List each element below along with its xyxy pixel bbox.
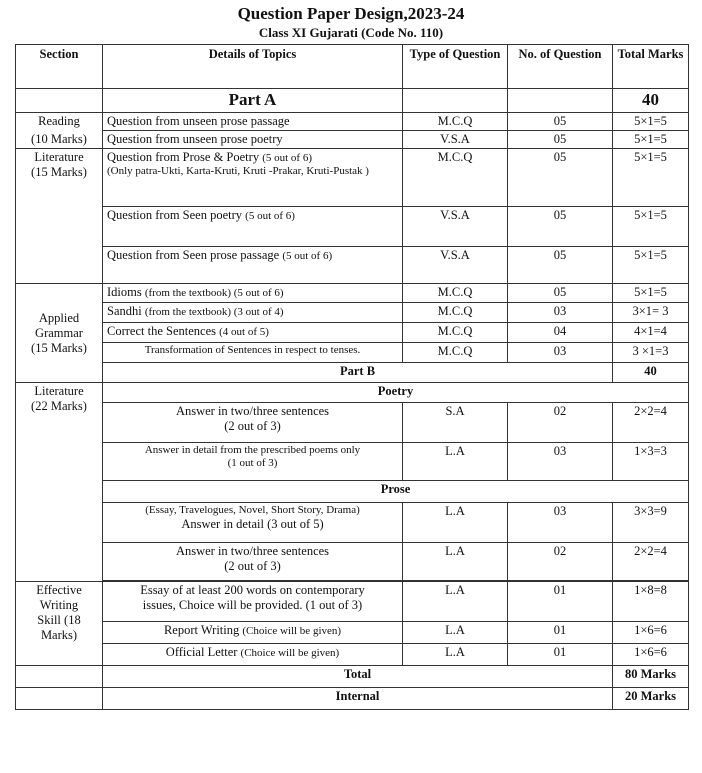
topic-cell: Answer in two/three sentences (2 out of 3) <box>103 543 403 581</box>
table-row <box>16 113 689 131</box>
no-cell: 05 <box>508 207 613 247</box>
topic-cell: Question from unseen prose poetry <box>103 131 403 149</box>
marks-cell: 1×6=6 <box>613 622 689 644</box>
topic-cell: Question from Prose & Poetry (5 out of 6) (Only patra-Ukti, Karta-Kruti, Kruti -Prakar, Kruti-Pustak ) <box>103 149 403 207</box>
marks-cell: 2×2=4 <box>613 543 689 581</box>
marks-cell: 1×3=3 <box>613 443 689 481</box>
table-row <box>16 503 689 543</box>
no-cell: 03 <box>508 443 613 481</box>
topic-cell: Question from Seen prose passage (5 out of 6) <box>103 247 403 284</box>
internal-row <box>16 688 689 710</box>
marks-cell: 3 ×1=3 <box>613 343 689 363</box>
header-details: Details of Topics <box>103 45 403 89</box>
type-cell: L.A <box>403 622 508 644</box>
part-b-row <box>16 363 689 383</box>
topic-cell: (Essay, Travelogues, Novel, Short Story, Drama) Answer in detail (3 out of 5) <box>103 503 403 543</box>
part-b-marks: 40 <box>613 363 689 383</box>
no-cell: 02 <box>508 543 613 581</box>
marks-cell: 5×1=5 <box>613 149 689 207</box>
part-b-label: Part B <box>103 363 613 383</box>
table-row <box>16 543 689 581</box>
poetry-header-row <box>16 383 689 403</box>
type-cell: M.C.Q <box>403 149 508 207</box>
part-a-row <box>16 89 689 113</box>
section-reading: Reading <box>16 113 103 131</box>
type-cell: L.A <box>403 543 508 581</box>
marks-cell: 4×1=4 <box>613 323 689 343</box>
table-row <box>16 131 689 149</box>
type-cell: M.C.Q <box>403 323 508 343</box>
no-cell: 05 <box>508 149 613 207</box>
internal-marks: 20 Marks <box>613 688 689 710</box>
marks-cell: 5×1=5 <box>613 113 689 131</box>
no-cell: 01 <box>508 644 613 666</box>
type-cell: M.C.Q <box>403 343 508 363</box>
prose-label: Prose <box>103 481 689 503</box>
marks-cell: 5×1=5 <box>613 284 689 303</box>
header-row <box>16 45 689 89</box>
prose-header-row <box>16 481 689 503</box>
marks-cell: 2×2=4 <box>613 403 689 443</box>
no-cell: 01 <box>508 622 613 644</box>
table-row <box>16 247 689 284</box>
total-row <box>16 666 689 688</box>
topic-cell: Question from unseen prose passage <box>103 113 403 131</box>
type-cell: V.S.A <box>403 207 508 247</box>
no-cell: 05 <box>508 113 613 131</box>
marks-cell: 5×1=5 <box>613 207 689 247</box>
type-cell: L.A <box>403 644 508 666</box>
no-cell: 02 <box>508 403 613 443</box>
type-cell: L.A <box>403 503 508 543</box>
topic-cell: Official Letter (Choice will be given) <box>103 644 403 666</box>
no-cell: 05 <box>508 284 613 303</box>
table-row <box>16 207 689 247</box>
part-a-label: Part A <box>103 89 403 113</box>
table-row <box>16 644 689 666</box>
type-cell: M.C.Q <box>403 284 508 303</box>
topic-cell: Correct the Sentences (4 out of 5) <box>103 323 403 343</box>
header-no: No. of Question <box>508 45 613 89</box>
section-grammar: Applied Grammar (15 Marks) <box>16 284 103 383</box>
type-cell: L.A <box>403 582 508 622</box>
page-title: Question Paper Design,2023-24 <box>237 4 465 23</box>
marks-cell: 5×1=5 <box>613 247 689 284</box>
page-subtitle: Class XI Gujarati (Code No. 110) <box>258 25 444 40</box>
table-row <box>16 443 689 481</box>
internal-label: Internal <box>103 688 613 710</box>
no-cell: 04 <box>508 323 613 343</box>
type-cell: L.A <box>403 443 508 481</box>
type-cell: M.C.Q <box>403 303 508 323</box>
no-cell: 05 <box>508 131 613 149</box>
type-cell: V.S.A <box>403 131 508 149</box>
marks-cell: 3×1= 3 <box>613 303 689 323</box>
table-row <box>16 403 689 443</box>
type-cell: V.S.A <box>403 247 508 284</box>
total-marks: 80 Marks <box>613 666 689 688</box>
no-cell: 03 <box>508 503 613 543</box>
total-label: Total <box>103 666 613 688</box>
topic-cell: Answer in two/three sentences (2 out of 3) <box>103 403 403 443</box>
type-cell: S.A <box>403 403 508 443</box>
header-section: Section <box>16 45 103 89</box>
poetry-label: Poetry <box>103 383 689 403</box>
no-cell: 01 <box>508 582 613 622</box>
header-total: Total Marks <box>613 45 689 89</box>
section-literature-a: Literature (15 Marks) <box>16 149 103 284</box>
table-row <box>16 303 689 323</box>
marks-cell: 3×3=9 <box>613 503 689 543</box>
topic-cell: Question from Seen poetry (5 out of 6) <box>103 207 403 247</box>
section-literature-b: Literature (22 Marks) <box>16 383 103 582</box>
table-row <box>16 622 689 644</box>
marks-cell: 1×8=8 <box>613 582 689 622</box>
section-reading-marks: (10 Marks) <box>16 131 103 149</box>
topic-cell: Essay of at least 200 words on contemporary issues, Choice will be provided. (1 out of 3) <box>103 582 403 622</box>
header-type: Type of Question <box>403 45 508 89</box>
topic-cell: Idioms (from the textbook) (5 out of 6) <box>103 284 403 303</box>
topic-cell: Answer in detail from the prescribed poems only (1 out of 3) <box>103 443 403 481</box>
topic-cell: Transformation of Sentences in respect to tenses. <box>103 343 403 363</box>
marks-cell: 1×6=6 <box>613 644 689 666</box>
table-row <box>16 284 689 303</box>
no-cell: 03 <box>508 303 613 323</box>
table-row <box>16 323 689 343</box>
type-cell: M.C.Q <box>403 113 508 131</box>
question-paper-table <box>15 44 689 710</box>
table-row <box>16 343 689 363</box>
topic-cell: Sandhi (from the textbook) (3 out of 4) <box>103 303 403 323</box>
table-row <box>16 149 689 207</box>
no-cell: 03 <box>508 343 613 363</box>
table-row <box>16 582 689 622</box>
marks-cell: 5×1=5 <box>613 131 689 149</box>
part-a-marks: 40 <box>613 89 689 113</box>
topic-cell: Report Writing (Choice will be given) <box>103 622 403 644</box>
section-writing: Effective Writing Skill (18 Marks) <box>16 582 103 666</box>
no-cell: 05 <box>508 247 613 284</box>
